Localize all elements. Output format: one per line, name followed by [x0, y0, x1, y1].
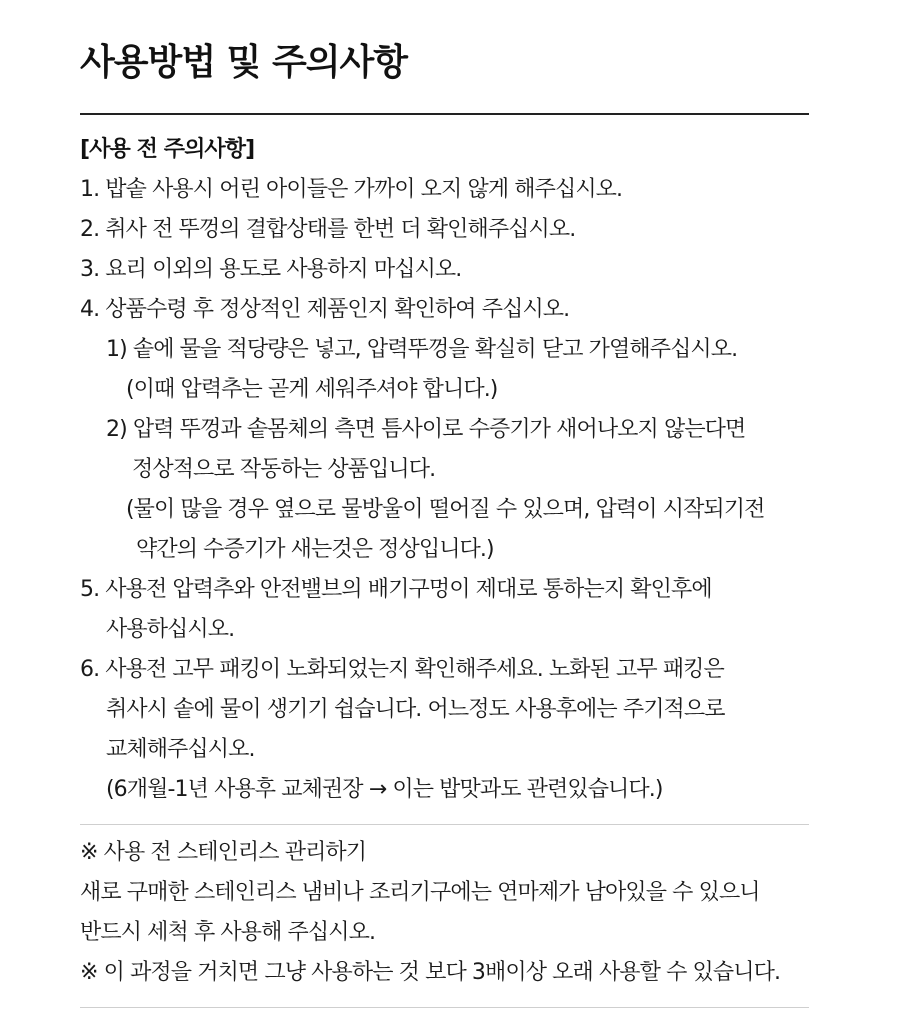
list-item-4: 4. 상품수령 후 정상적인 제품인지 확인하여 주십시오. — [80, 297, 570, 322]
sub-item-2-line-2: 정상적으로 작동하는 상품입니다. — [132, 457, 436, 482]
list-item-6-line-1: 6. 사용전 고무 패킹이 노화되었는지 확인해주세요. 노화된 고무 패킹은 — [80, 657, 724, 682]
section-heading: [사용 전 주의사항] — [80, 137, 255, 162]
list-item-1: 1. 밥솥 사용시 어린 아이들은 가까이 오지 않게 해주십시오. — [80, 177, 623, 202]
list-item-5-line-1: 5. 사용전 압력추와 안전밸브의 배기구멍이 제대로 통하는지 확인후에 — [80, 577, 712, 602]
page-title: 사용방법 및 주의사항 — [80, 42, 408, 83]
list-item-2: 2. 취사 전 뚜껑의 결합상태를 한번 더 확인해주십시오. — [80, 217, 576, 242]
stainless-line-2: 반드시 세척 후 사용해 주십시오. — [80, 920, 376, 945]
section-divider — [80, 824, 809, 825]
sub-item-1-line-2: (이때 압력추는 곧게 세워주셔야 합니다.) — [126, 377, 498, 402]
sub-item-2-line-4: 약간의 수증기가 새는것은 정상입니다.) — [136, 537, 494, 562]
list-item-5-line-2: 사용하십시오. — [106, 617, 235, 642]
list-item-3: 3. 요리 이외의 용도로 사용하지 마십시오. — [80, 257, 462, 282]
list-item-6-line-2: 취사시 솥에 물이 생기기 쉽습니다. 어느정도 사용후에는 주기적으로 — [106, 697, 725, 722]
precautions-content — [80, 130, 840, 1008]
sub-item-2-line-3: (물이 많을 경우 옆으로 물방울이 떨어질 수 있으며, 압력이 시작되기전 — [126, 497, 765, 522]
bottom-divider — [80, 1007, 809, 1008]
stainless-note: ※ 이 과정을 거치면 그냥 사용하는 것 보다 3배이상 오래 사용할 수 있습니다. — [80, 960, 781, 985]
sub-item-1-line-1: 1) 솥에 물을 적당량은 넣고, 압력뚜껑을 확실히 닫고 가열해주십시오. — [106, 337, 738, 362]
stainless-heading: ※ 사용 전 스테인리스 관리하기 — [80, 840, 367, 865]
title-divider — [80, 113, 809, 115]
list-item-6-line-4: (6개월-1년 사용후 교체권장 → 이는 밥맛과도 관련있습니다.) — [106, 777, 663, 802]
stainless-line-1: 새로 구매한 스테인리스 냄비나 조리기구에는 연마제가 남아있을 수 있으니 — [80, 880, 760, 905]
sub-item-2-line-1: 2) 압력 뚜껑과 솥몸체의 측면 틈사이로 수증기가 새어나오지 않는다면 — [106, 417, 746, 442]
list-item-6-line-3: 교체해주십시오. — [106, 737, 255, 762]
